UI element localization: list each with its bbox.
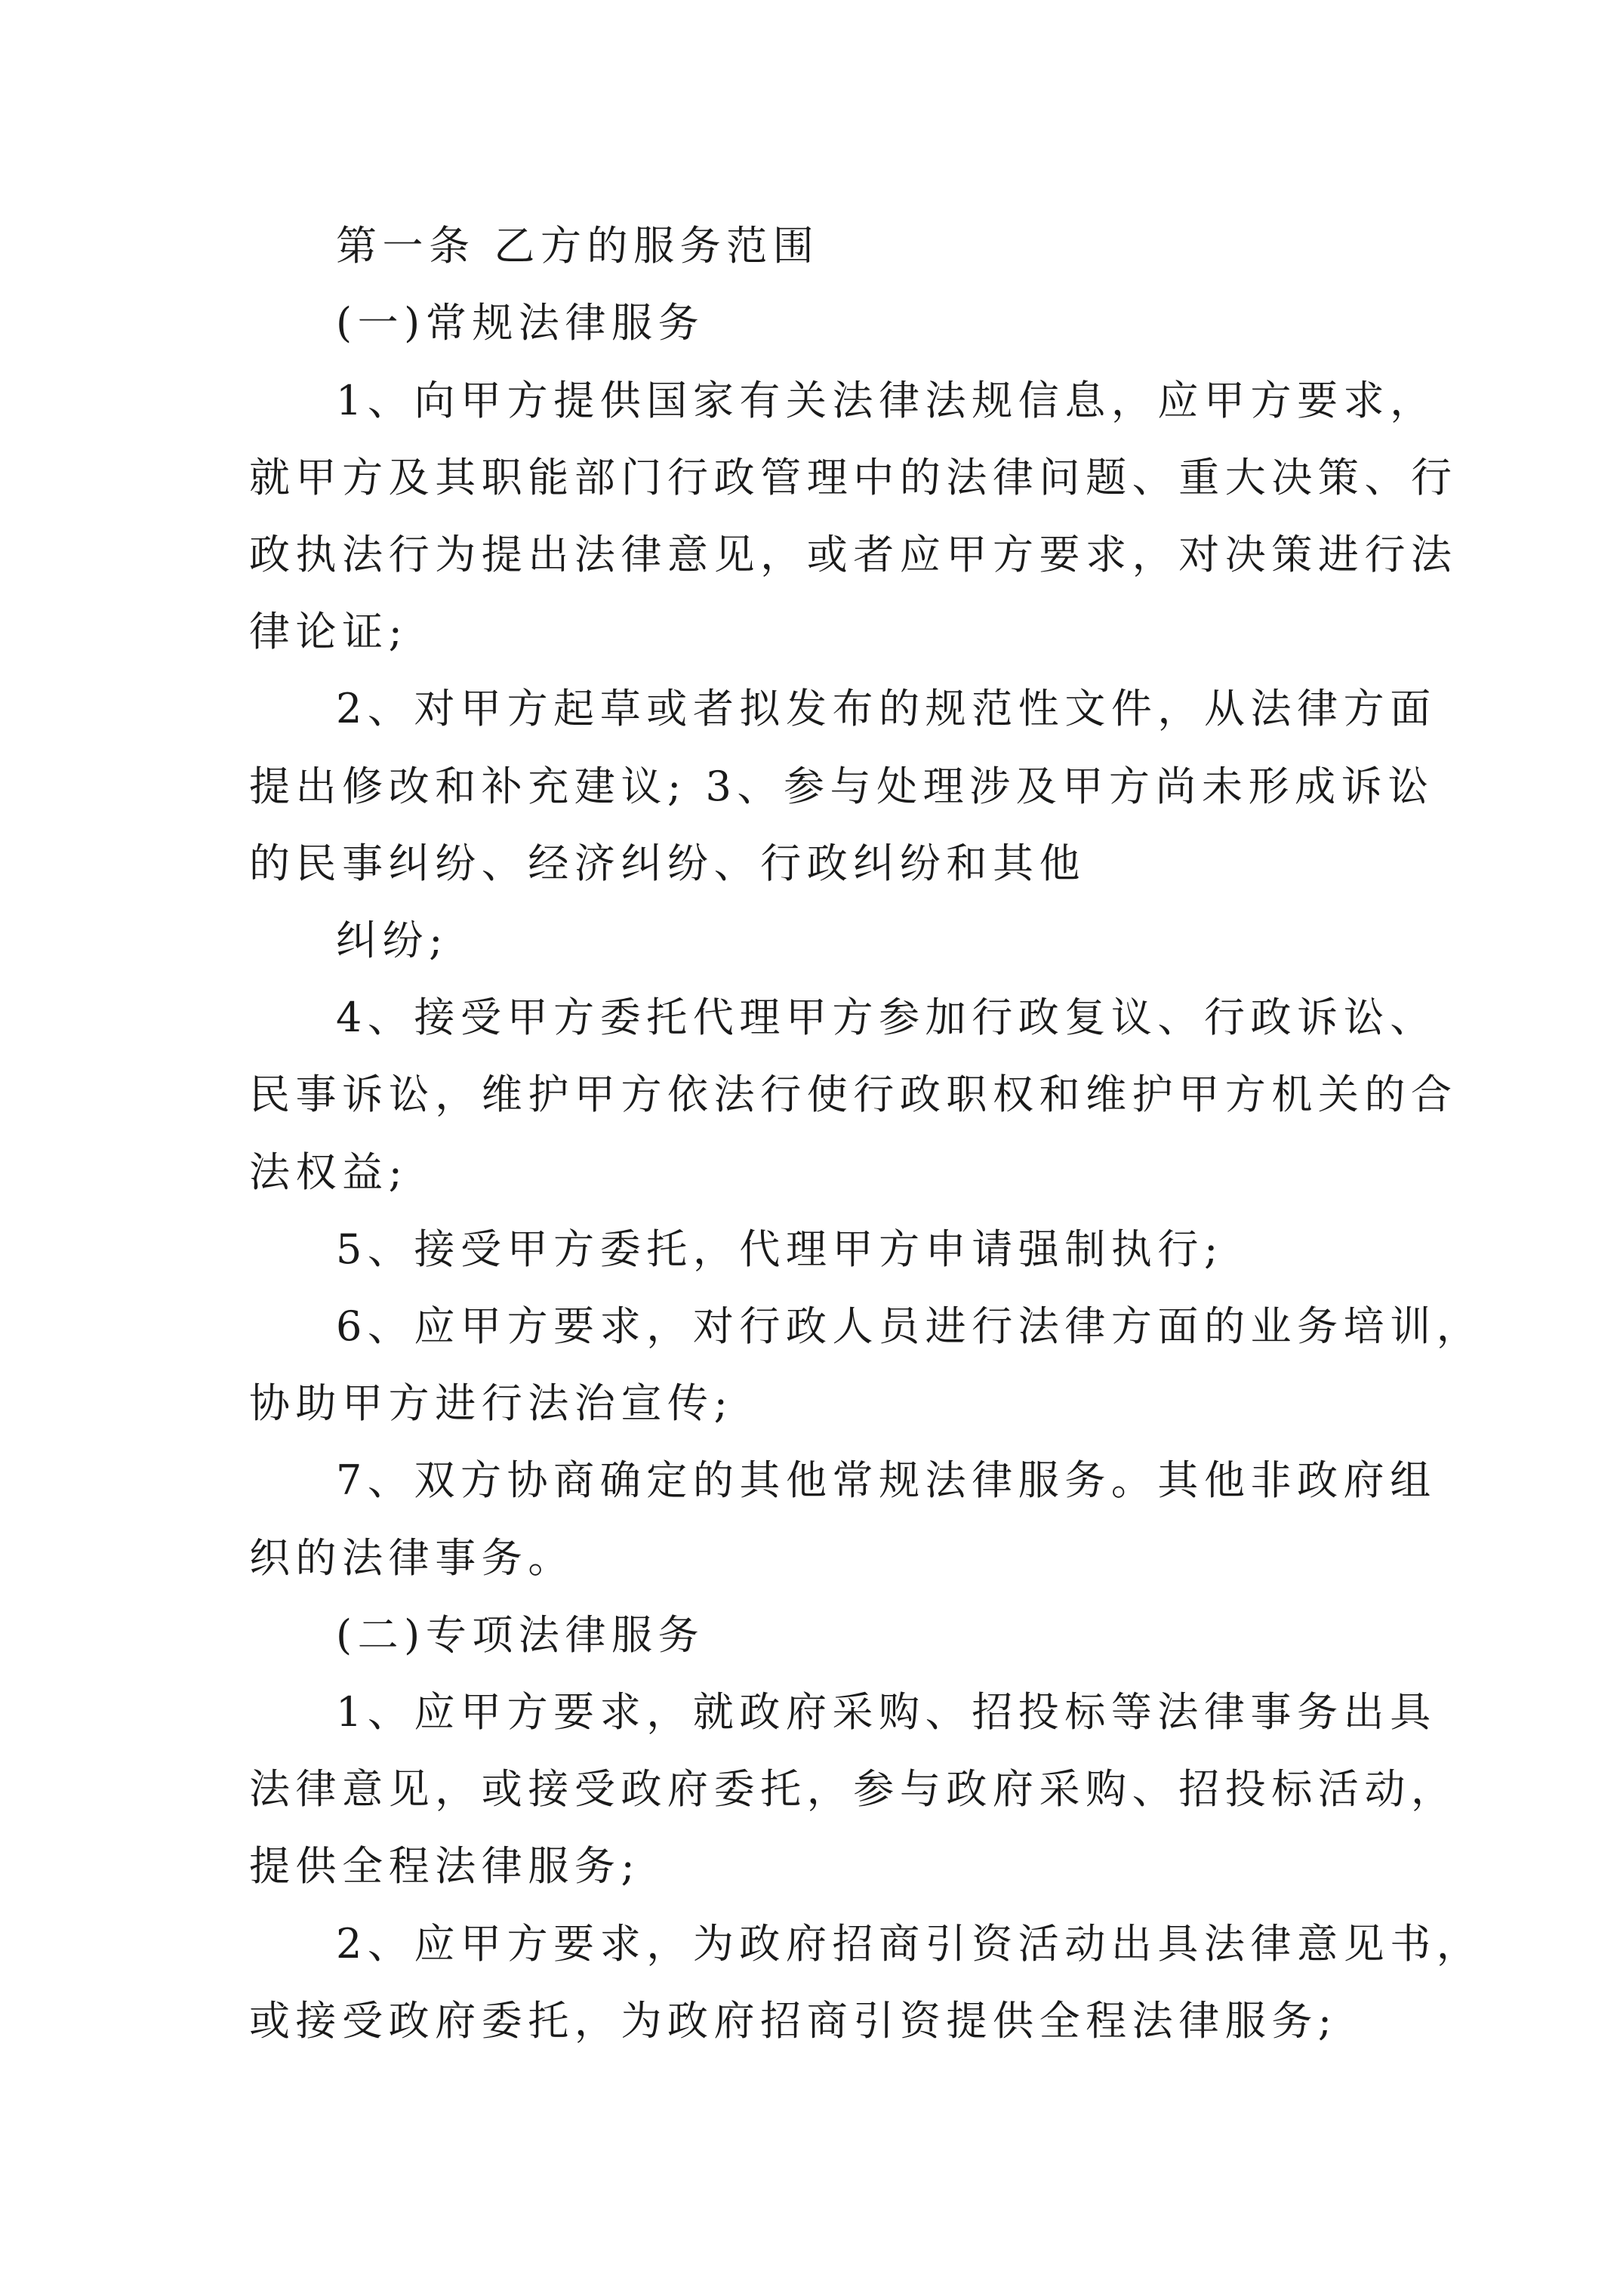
text-line: 的民事纠纷、经济纠纷、行政纠纷和其他: [249, 840, 1086, 887]
text-line: 5、接受甲方委托，代理甲方申请强制执行;: [336, 1225, 1224, 1273]
text-line: 织的法律事务。: [249, 1534, 574, 1582]
text-line: 2、应甲方要求，为政府招商引资活动出具法律意见书，: [336, 1920, 1483, 1968]
text-line: 提供全程法律服务;: [249, 1842, 641, 1890]
text-line: 2、对甲方起草或者拟发布的规范性文件，从法律方面: [336, 685, 1437, 732]
text-line: 1、应甲方要求，就政府采购、招投标等法律事务出具: [336, 1688, 1437, 1736]
text-line: 纠纷;: [336, 917, 448, 964]
section-heading-routine: (一)常规法律服务: [336, 299, 705, 347]
text-line: 就甲方及其职能部门行政管理中的法律问题、重大决策、行: [249, 454, 1458, 501]
text-line: 协助甲方进行法治宣传;: [249, 1379, 734, 1427]
text-line: 4、接受甲方委托代理甲方参加行政复议、行政诉讼、: [336, 994, 1437, 1041]
text-line: 律论证;: [249, 608, 408, 655]
text-line: 法权益;: [249, 1148, 408, 1196]
text-line: 法律意见，或接受政府委托，参与政府采购、招投标活动，: [249, 1765, 1458, 1813]
article-heading: 第一条 乙方的服务范围: [336, 222, 820, 270]
text-line: 1、向甲方提供国家有关法律法规信息，应甲方要求，: [336, 377, 1437, 424]
text-line: 6、应甲方要求，对行政人员进行法律方面的业务培训，: [336, 1302, 1483, 1350]
text-line: 政执法行为提出法律意见，或者应甲方要求，对决策进行法: [249, 531, 1458, 578]
section-heading-special: (二)专项法律服务: [336, 1611, 705, 1659]
text-line: 民事诉讼，维护甲方依法行使行政职权和维护甲方机关的合: [249, 1071, 1458, 1118]
text-line: 或接受政府委托，为政府招商引资提供全程法律服务;: [249, 1997, 1338, 2045]
text-line: 7、双方协商确定的其他常规法律服务。其他非政府组: [336, 1456, 1437, 1504]
text-line: 提出修改和补充建议; 3、参与处理涉及甲方尚未形成诉讼: [249, 763, 1434, 810]
